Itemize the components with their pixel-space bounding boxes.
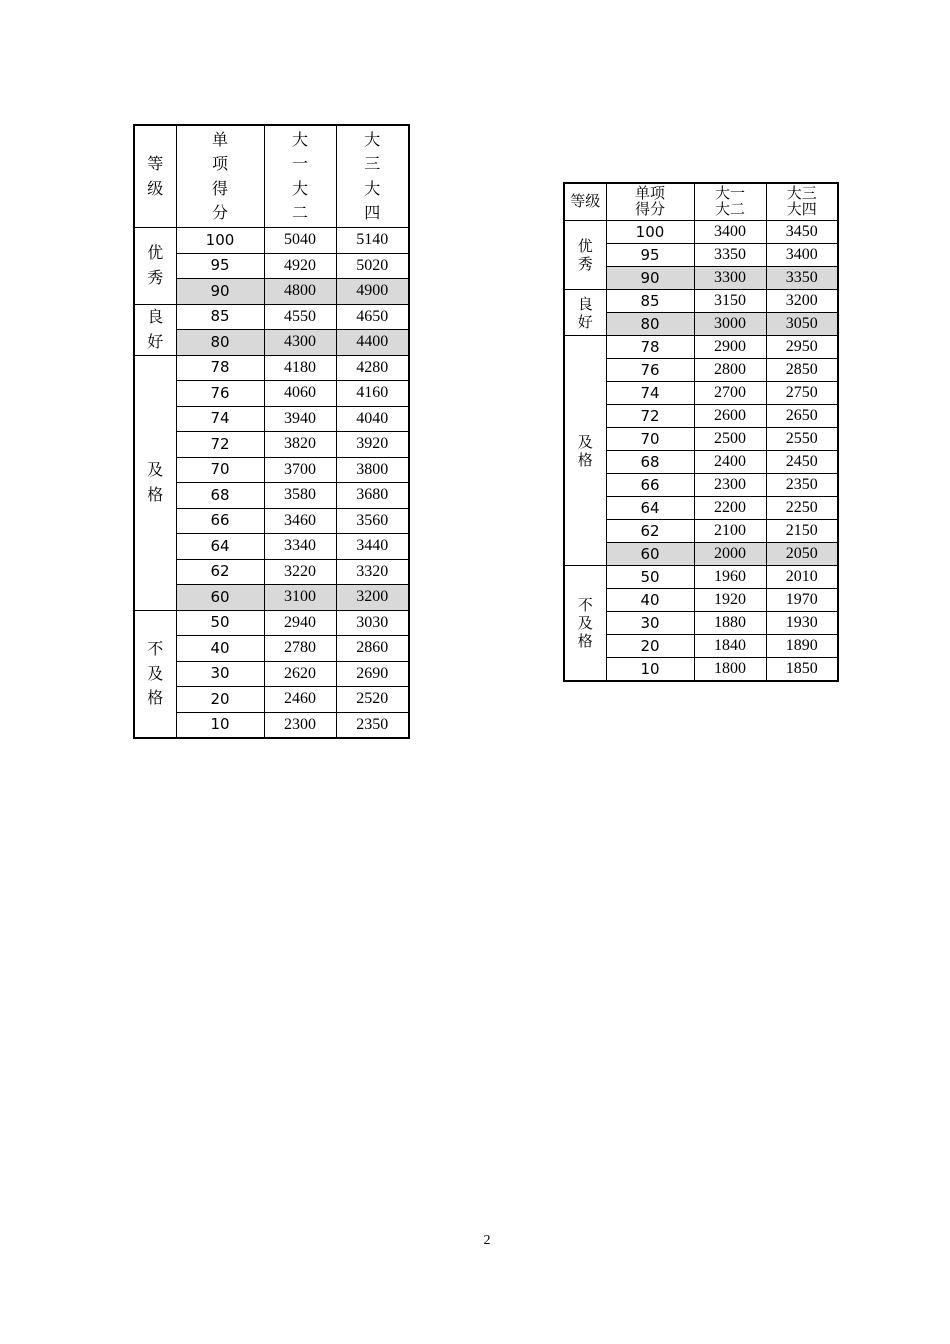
year-1-2-value: 2200 (694, 497, 766, 520)
header-single-score: 单 项 得 分 (176, 125, 264, 228)
single-score-cell: 100 (176, 228, 264, 254)
single-score-cell: 72 (176, 432, 264, 458)
year-3-4-value: 4650 (336, 304, 409, 330)
table-row (564, 359, 838, 382)
year-1-2-value: 2300 (264, 712, 336, 738)
year-3-4-value: 3030 (336, 610, 409, 636)
table-row (564, 244, 838, 267)
table-row (134, 636, 409, 662)
year-1-2-value: 4180 (264, 355, 336, 381)
year-1-2-value: 3820 (264, 432, 336, 458)
table-row (134, 534, 409, 560)
year-1-2-value: 3150 (694, 290, 766, 313)
year-1-2-value: 3300 (694, 267, 766, 290)
header-year-1-2: 大 一 大 二 (264, 125, 336, 228)
year-1-2-value: 2780 (264, 636, 336, 662)
year-1-2-value: 4060 (264, 381, 336, 407)
table-row (134, 661, 409, 687)
year-1-2-value: 4300 (264, 330, 336, 356)
single-score-cell: 78 (176, 355, 264, 381)
year-3-4-value: 3200 (336, 585, 409, 611)
single-score-cell: 62 (606, 520, 694, 543)
year-3-4-value: 1970 (766, 589, 838, 612)
table-row (564, 451, 838, 474)
single-score-cell: 60 (176, 585, 264, 611)
single-score-cell: 90 (606, 267, 694, 290)
score-table-right (563, 182, 839, 682)
single-score-cell: 20 (606, 635, 694, 658)
year-1-2-value: 4800 (264, 279, 336, 305)
single-score-cell: 30 (176, 661, 264, 687)
table-row (134, 687, 409, 713)
year-1-2-value: 3460 (264, 508, 336, 534)
table-row (564, 497, 838, 520)
single-score-cell: 70 (606, 428, 694, 451)
table-row (564, 543, 838, 566)
single-score-cell: 80 (606, 313, 694, 336)
header-year-1-2: 大一 大二 (694, 183, 766, 221)
table-row (564, 658, 838, 682)
grade-label: 及 格 (564, 336, 606, 566)
table-row (564, 405, 838, 428)
grade-label: 优 秀 (564, 221, 606, 290)
year-1-2-value: 1800 (694, 658, 766, 682)
single-score-cell: 50 (606, 566, 694, 589)
table-header-row (564, 183, 838, 221)
year-1-2-value: 1960 (694, 566, 766, 589)
table-row (564, 221, 838, 244)
year-3-4-value: 2050 (766, 543, 838, 566)
year-1-2-value: 2940 (264, 610, 336, 636)
single-score-cell: 70 (176, 457, 264, 483)
single-score-cell: 40 (176, 636, 264, 662)
year-3-4-value: 3680 (336, 483, 409, 509)
table-row (564, 589, 838, 612)
table-row (134, 610, 409, 636)
table-row (134, 432, 409, 458)
single-score-cell: 10 (606, 658, 694, 682)
single-score-cell: 66 (606, 474, 694, 497)
table-row (134, 279, 409, 305)
grade-label: 良 好 (564, 290, 606, 336)
table-row (564, 520, 838, 543)
year-1-2-value: 2460 (264, 687, 336, 713)
year-1-2-value: 2300 (694, 474, 766, 497)
table-row (134, 457, 409, 483)
year-1-2-value: 2400 (694, 451, 766, 474)
year-3-4-value: 3450 (766, 221, 838, 244)
table-row (134, 304, 409, 330)
year-1-2-value: 3940 (264, 406, 336, 432)
header-year-3-4: 大 三 大 四 (336, 125, 409, 228)
year-3-4-value: 5020 (336, 253, 409, 279)
year-3-4-value: 4900 (336, 279, 409, 305)
single-score-cell: 30 (606, 612, 694, 635)
year-1-2-value: 5040 (264, 228, 336, 254)
header-single-score: 单项 得分 (606, 183, 694, 221)
year-1-2-value: 3340 (264, 534, 336, 560)
year-3-4-value: 2650 (766, 405, 838, 428)
table-row (134, 559, 409, 585)
table-row (564, 474, 838, 497)
table-row (564, 290, 838, 313)
header-year-3-4: 大三 大四 (766, 183, 838, 221)
grade-label: 良 好 (134, 304, 176, 355)
year-1-2-value: 2800 (694, 359, 766, 382)
single-score-cell: 66 (176, 508, 264, 534)
year-3-4-value: 3560 (336, 508, 409, 534)
header-grade: 等 级 (134, 125, 176, 228)
year-3-4-value: 3440 (336, 534, 409, 560)
year-3-4-value: 2450 (766, 451, 838, 474)
single-score-cell: 76 (176, 381, 264, 407)
year-1-2-value: 1880 (694, 612, 766, 635)
year-3-4-value: 3350 (766, 267, 838, 290)
year-1-2-value: 1920 (694, 589, 766, 612)
single-score-cell: 74 (176, 406, 264, 432)
year-3-4-value: 3920 (336, 432, 409, 458)
table-row (134, 712, 409, 738)
score-table-left (133, 124, 410, 739)
single-score-cell: 10 (176, 712, 264, 738)
single-score-cell: 80 (176, 330, 264, 356)
year-3-4-value: 4040 (336, 406, 409, 432)
single-score-cell: 85 (176, 304, 264, 330)
table-row (564, 313, 838, 336)
year-3-4-value: 3200 (766, 290, 838, 313)
year-1-2-value: 4920 (264, 253, 336, 279)
single-score-cell: 64 (176, 534, 264, 560)
table-row (134, 483, 409, 509)
table-row (134, 585, 409, 611)
year-1-2-value: 2000 (694, 543, 766, 566)
single-score-cell: 68 (606, 451, 694, 474)
year-3-4-value: 2850 (766, 359, 838, 382)
page-number: 2 (483, 1233, 491, 1248)
year-1-2-value: 2600 (694, 405, 766, 428)
year-3-4-value: 4400 (336, 330, 409, 356)
year-1-2-value: 1840 (694, 635, 766, 658)
table-row (564, 382, 838, 405)
table-header-row (134, 125, 409, 228)
year-3-4-value: 3050 (766, 313, 838, 336)
year-3-4-value: 2550 (766, 428, 838, 451)
grade-label: 不 及 格 (134, 610, 176, 738)
year-3-4-value: 2350 (336, 712, 409, 738)
year-3-4-value: 4160 (336, 381, 409, 407)
year-3-4-value: 2860 (336, 636, 409, 662)
single-score-cell: 95 (606, 244, 694, 267)
table-row (134, 330, 409, 356)
year-3-4-value: 2690 (336, 661, 409, 687)
table-row (564, 612, 838, 635)
table-row (564, 267, 838, 290)
year-3-4-value: 3800 (336, 457, 409, 483)
year-1-2-value: 4550 (264, 304, 336, 330)
table-body (134, 228, 409, 739)
year-1-2-value: 2700 (694, 382, 766, 405)
table-row (134, 381, 409, 407)
grade-label: 优 秀 (134, 228, 176, 305)
single-score-cell: 60 (606, 543, 694, 566)
year-1-2-value: 3400 (694, 221, 766, 244)
table-row (134, 253, 409, 279)
table-body (564, 221, 838, 682)
year-3-4-value: 2950 (766, 336, 838, 359)
year-1-2-value: 3000 (694, 313, 766, 336)
year-3-4-value: 1850 (766, 658, 838, 682)
single-score-cell: 74 (606, 382, 694, 405)
table-row (564, 566, 838, 589)
table-row (134, 355, 409, 381)
year-1-2-value: 3100 (264, 585, 336, 611)
table-row (134, 508, 409, 534)
table-row (564, 428, 838, 451)
single-score-cell: 64 (606, 497, 694, 520)
year-1-2-value: 3580 (264, 483, 336, 509)
year-3-4-value: 1930 (766, 612, 838, 635)
single-score-cell: 78 (606, 336, 694, 359)
year-3-4-value: 2150 (766, 520, 838, 543)
year-3-4-value: 5140 (336, 228, 409, 254)
single-score-cell: 76 (606, 359, 694, 382)
year-3-4-value: 2750 (766, 382, 838, 405)
single-score-cell: 62 (176, 559, 264, 585)
single-score-cell: 90 (176, 279, 264, 305)
header-grade: 等级 (564, 183, 606, 221)
table-row (564, 336, 838, 359)
single-score-cell: 20 (176, 687, 264, 713)
year-3-4-value: 4280 (336, 355, 409, 381)
year-3-4-value: 2350 (766, 474, 838, 497)
single-score-cell: 85 (606, 290, 694, 313)
year-1-2-value: 2500 (694, 428, 766, 451)
single-score-cell: 95 (176, 253, 264, 279)
single-score-cell: 40 (606, 589, 694, 612)
table-row (564, 635, 838, 658)
year-1-2-value: 3700 (264, 457, 336, 483)
year-3-4-value: 1890 (766, 635, 838, 658)
year-1-2-value: 2620 (264, 661, 336, 687)
year-1-2-value: 3220 (264, 559, 336, 585)
single-score-cell: 100 (606, 221, 694, 244)
table-row (134, 406, 409, 432)
year-1-2-value: 2100 (694, 520, 766, 543)
year-3-4-value: 3400 (766, 244, 838, 267)
grade-label: 及 格 (134, 355, 176, 610)
year-3-4-value: 2010 (766, 566, 838, 589)
year-3-4-value: 2250 (766, 497, 838, 520)
single-score-cell: 68 (176, 483, 264, 509)
grade-label: 不 及 格 (564, 566, 606, 682)
year-3-4-value: 3320 (336, 559, 409, 585)
year-1-2-value: 2900 (694, 336, 766, 359)
single-score-cell: 50 (176, 610, 264, 636)
year-1-2-value: 3350 (694, 244, 766, 267)
single-score-cell: 72 (606, 405, 694, 428)
table-row (134, 228, 409, 254)
year-3-4-value: 2520 (336, 687, 409, 713)
